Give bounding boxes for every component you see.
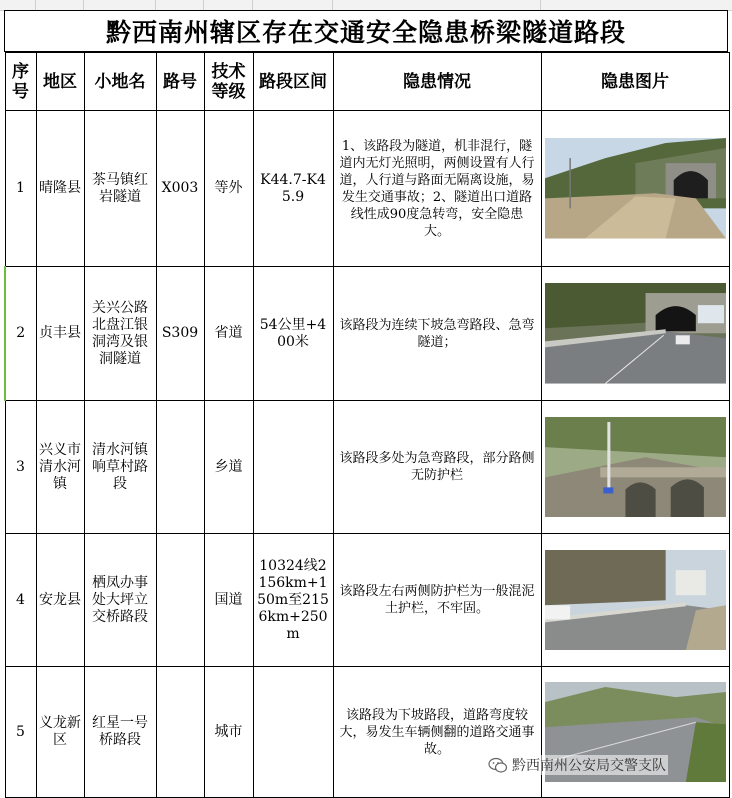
cell-section: 54公里+400米 (253, 267, 333, 401)
table-row (5, 267, 729, 401)
page-title: 黔西南州辖区存在交通安全隐患桥梁隧道路段 (4, 10, 728, 52)
cell-road (156, 534, 204, 667)
cell-seq: 2 (5, 267, 36, 401)
header-place: 小地名 (84, 53, 156, 111)
cell-road (156, 401, 204, 534)
header-photo: 隐患图片 (541, 53, 729, 111)
table-row (5, 667, 729, 798)
cell-place: 栖凤办事处大坪立交桥路段 (84, 534, 156, 667)
cell-area: 义龙新区 (36, 667, 84, 798)
header-section: 路段区间 (253, 53, 333, 111)
cell-grade: 国道 (204, 534, 253, 667)
cell-area: 贞丰县 (36, 267, 84, 401)
header-row (5, 53, 729, 111)
cell-seq: 3 (5, 401, 36, 534)
cell-hazard: 该路段为连续下坡急弯路段、急弯隧道； (333, 267, 541, 401)
cell-seq: 4 (5, 534, 36, 667)
cell-place: 清水河镇响草村路段 (84, 401, 156, 534)
cell-hazard: 该路段为下坡路段，道路弯度较大，易发生车辆侧翻的道路交通事故。 (333, 667, 541, 798)
table-row (5, 534, 729, 667)
cell-grade: 乡道 (204, 401, 253, 534)
cell-place: 茶马镇红岩隧道 (84, 111, 156, 267)
cell-grade: 城市 (204, 667, 253, 798)
cell-photo (541, 667, 729, 798)
cell-hazard: 该路段左右两侧防护栏为一般混泥土护栏，不牢固。 (333, 534, 541, 667)
watermark (486, 755, 668, 775)
cell-place: 关兴公路北盘江银洞湾及银洞隧道 (84, 267, 156, 401)
cell-road: S309 (156, 267, 204, 401)
cell-seq: 1 (5, 111, 36, 267)
header-grade: 技术等级 (204, 53, 253, 111)
cell-place: 红星一号桥路段 (84, 667, 156, 798)
hazard-table (4, 52, 730, 798)
cell-hazard: 1、该路段为隧道，机非混行，隧道内无灯光照明，两侧设置有人行道，人行道与路面无隔离设施，易发生交通事故；2、隧道出口道路线性成90度急转弯，安全隐患大。 (333, 111, 541, 267)
wechat-icon (488, 757, 508, 774)
cell-area: 晴隆县 (36, 111, 84, 267)
cell-photo (541, 111, 729, 267)
header-area: 地区 (36, 53, 84, 111)
tunnel-road-photo (545, 138, 726, 239)
cell-road: X003 (156, 111, 204, 267)
cell-section (253, 667, 333, 798)
table-row (5, 401, 729, 534)
header-hazard: 隐患情况 (333, 53, 541, 111)
cell-seq: 5 (5, 667, 36, 798)
header-road: 路号 (156, 53, 204, 111)
cell-section: K44.7-K45.9 (253, 111, 333, 267)
header-seq: 序号 (5, 53, 36, 111)
cell-grade: 省道 (204, 267, 253, 401)
tunnel-highway-photo (545, 283, 726, 384)
cell-grade: 等外 (204, 111, 253, 267)
cell-section (253, 401, 333, 534)
watermark-text: 黔西南州公安局交警支队 (512, 758, 666, 774)
guardrail-road-photo (545, 550, 726, 651)
bridge-photo (545, 417, 726, 518)
cell-photo (541, 534, 729, 667)
cell-road (156, 667, 204, 798)
cell-photo (541, 401, 729, 534)
cell-area: 安龙县 (36, 534, 84, 667)
cell-photo (541, 267, 729, 401)
cell-area: 兴义市清水河镇 (36, 401, 84, 534)
cell-section: 10324线2156km+150m至2156km+250m (253, 534, 333, 667)
table-row (5, 111, 729, 267)
cell-hazard: 该路段多处为急弯路段，部分路侧无防护栏 (333, 401, 541, 534)
